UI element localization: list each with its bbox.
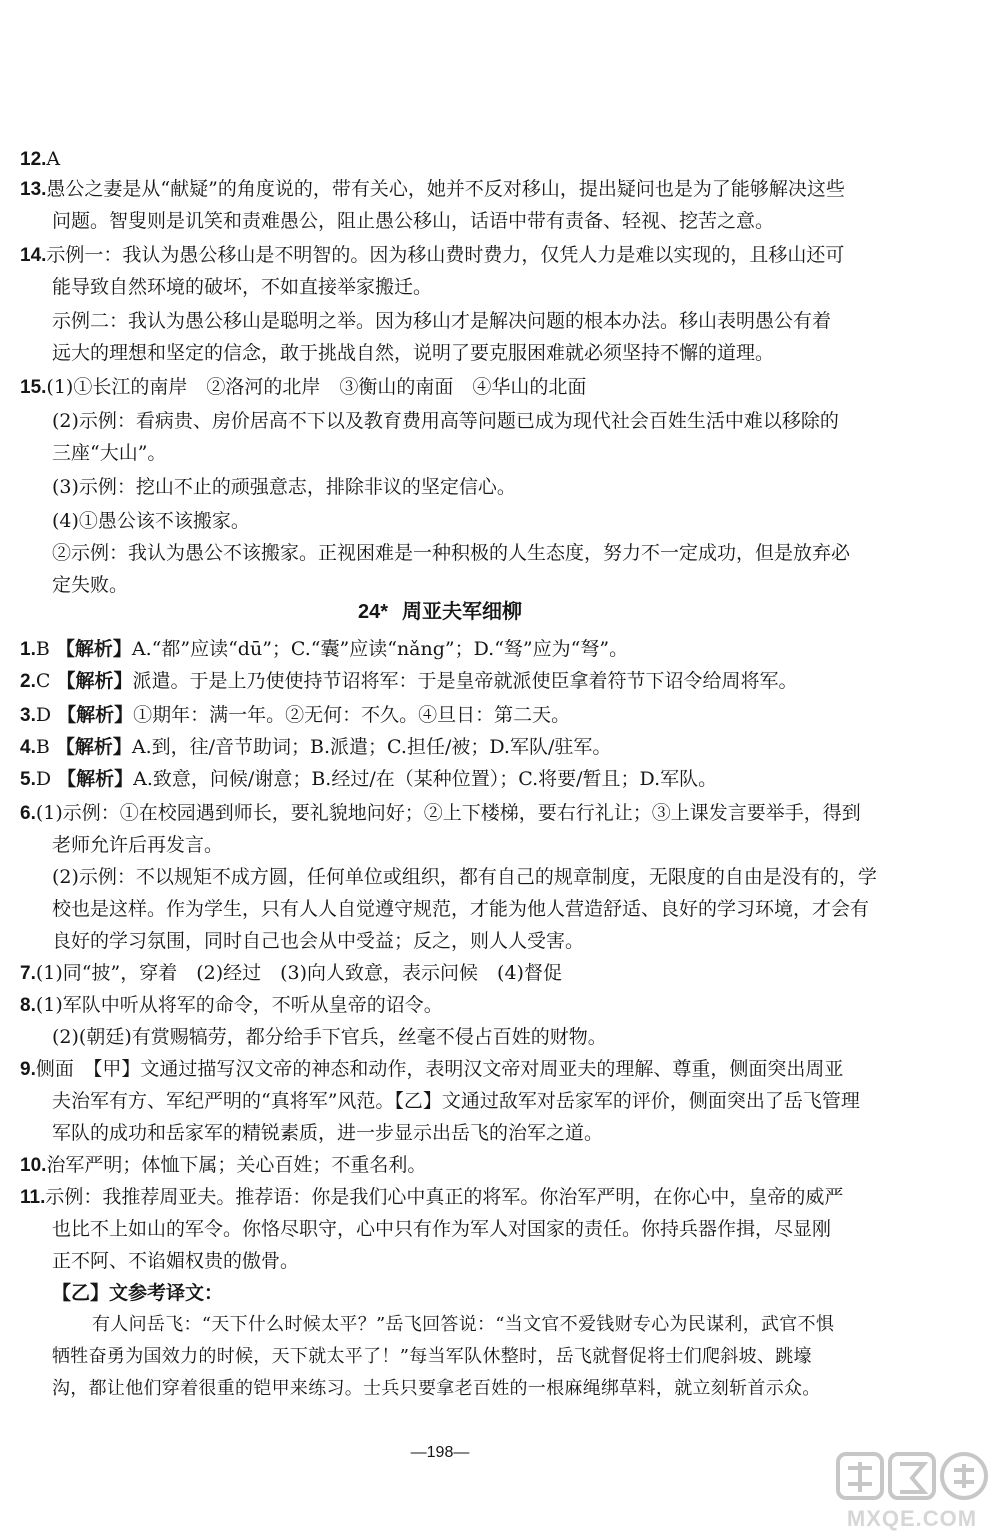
- answer-2: 2.C 【解析】派遣。于是上乃使使持节诏将军：于是皇帝就派使臣拿着符节下诏令给周将军。: [20, 670, 798, 692]
- answer-15: 15.(1)①长江的南岸 ②洛河的北岸 ③衡山的南面 ④华山的北面: [20, 376, 587, 398]
- answer-1: 1.B 【解析】A.“都”应读“dū”；C.“囊”应读“nǎng”；D.“驽”应为“弩”。: [20, 638, 629, 660]
- reference-heading: 【乙】文参考译文：: [52, 1282, 224, 1304]
- answer-11-cont: 也比不上如山的军令。你恪尽职守，心中只有作为军人对国家的责任。你持兵器作揖，尽显刚: [52, 1218, 832, 1240]
- watermark-logo: [828, 1448, 996, 1534]
- watermark-logo-icon: [828, 1448, 996, 1508]
- answer-10: 10.治军严明；体恤下属；关心百姓；不重名利。: [20, 1154, 427, 1176]
- answer-9: 9.侧面 【甲】文通过描写汉文帝的神态和动作，表明汉文帝对周亚夫的理解、尊重，侧面突出周亚: [20, 1058, 844, 1080]
- answer-15-2-cont: 三座“大山”。: [52, 442, 167, 464]
- answer-15-4-example: ②示例：我认为愚公不该搬家。正视困难是一种积极的人生态度，努力不一定成功，但是放弃必: [52, 542, 851, 564]
- answer-13-cont: 问题。智叟则是讥笑和责难愚公，阻止愚公移山，话语中带有责备、轻视、挖苦之意。: [52, 210, 775, 232]
- answer-14-cont: 能导致自然环境的破坏，不如直接举家搬迁。: [52, 276, 433, 298]
- answer-11: 11.示例：我推荐周亚夫。推荐语：你是我们心中真正的将军。你治军严明，在你心中，皇帝的威严: [20, 1186, 844, 1208]
- answer-11-cont-2: 正不阿、不谄媚权贵的傲骨。: [52, 1250, 300, 1272]
- reference-paragraph-line-3: 沟，都让他们穿着很重的铠甲来练习。士兵只要拿老百姓的一根麻绳绑草料，就立刻斩首示众。: [52, 1378, 821, 1399]
- answer-6-2: (2)示例：不以规矩不成方圆，任何单位或组织，都有自己的规章制度，无限度的自由是没有的，学: [52, 866, 877, 888]
- answer-7: 7.(1)同“披”，穿着 (2)经过 (3)向人致意，表示问候 (4)督促: [20, 962, 562, 984]
- answer-12: 12.A: [20, 148, 61, 170]
- answer-4: 4.B 【解析】A.到，往/音节助词；B.派遣；C.担任/被；D.军队/驻军。: [20, 736, 612, 758]
- answer-8-2: (2)(朝廷)有赏赐犒劳，都分给手下官兵，丝毫不侵占百姓的财物。: [52, 1026, 607, 1048]
- answer-14: 14.示例一：我认为愚公移山是不明智的。因为移山费时费力，仅凭人力是难以实现的，且移山还可: [20, 244, 845, 266]
- answer-9-cont-2: 军队的成功和岳家军的精锐素质，进一步显示出岳飞的治军之道。: [52, 1122, 604, 1144]
- answer-6-cont: 老师允许后再发言。: [52, 834, 224, 856]
- answer-14-example-2: 示例二：我认为愚公移山是聪明之举。因为移山才是解决问题的根本办法。移山表明愚公有着: [52, 310, 832, 332]
- section-title: 24* 周亚夫军细柳: [357, 599, 523, 623]
- answer-15-4: (4)①愚公该不该搬家。: [52, 510, 250, 532]
- answer-3: 3.D 【解析】①期年：满一年。②无何：不久。④旦日：第二天。: [20, 704, 571, 726]
- answer-6: 6.(1)示例：①在校园遇到师长，要礼貌地问好；②上下楼梯，要右行礼让；③上课发言要举手，得到: [20, 802, 861, 824]
- watermark-text: MXQE.COM: [846, 1506, 978, 1531]
- answer-13: 13.愚公之妻是从“献疑”的角度说的，带有关心，她并不反对移山，提出疑问也是为了能够解决这些: [20, 178, 845, 200]
- answer-15-4-example-cont: 定失败。: [52, 574, 129, 596]
- answer-15-2: (2)示例：看病贵、房价居高不下以及教育费用高等问题已成为现代社会百姓生活中难以移除的: [52, 410, 839, 432]
- answer-5: 5.D 【解析】A.致意，问候/谢意；B.经过/在（某种位置）；C.将要/暂且；D.军队。: [20, 768, 718, 790]
- reference-paragraph-line-2: 牺牲奋勇为国效力的时候，天下就太平了！”每当军队休整时，岳飞就督促将士们爬斜坡、跳壕: [52, 1346, 812, 1367]
- answer-6-2-cont: 校也是这样。作为学生，只有人人自觉遵守规范，才能为他人营造舒适、良好的学习环境，才会有: [52, 898, 870, 920]
- answer-15-3: (3)示例：挖山不止的顽强意志，排除非议的坚定信心。: [52, 476, 516, 498]
- answer-14-example-2-cont: 远大的理想和坚定的信念，敢于挑战自然，说明了要克服困难就必须坚持不懈的道理。: [52, 342, 775, 364]
- reference-paragraph-line-1: 有人问岳飞：“天下什么时候太平？”岳飞回答说：“当文官不爱钱财专心为民谋利，武官不惧: [92, 1314, 835, 1335]
- page-number: —198—: [410, 1444, 470, 1461]
- answer-6-2-cont-2: 良好的学习氛围，同时自己也会从中受益；反之，则人人受害。: [52, 930, 585, 952]
- answer-8: 8.(1)军队中听从将军的命令，不听从皇帝的诏令。: [20, 994, 443, 1016]
- answer-9-cont: 夫治军有方、军纪严明的“真将军”风范。【乙】文通过敌军对岳家军的评价，侧面突出了岳飞管理: [52, 1090, 860, 1112]
